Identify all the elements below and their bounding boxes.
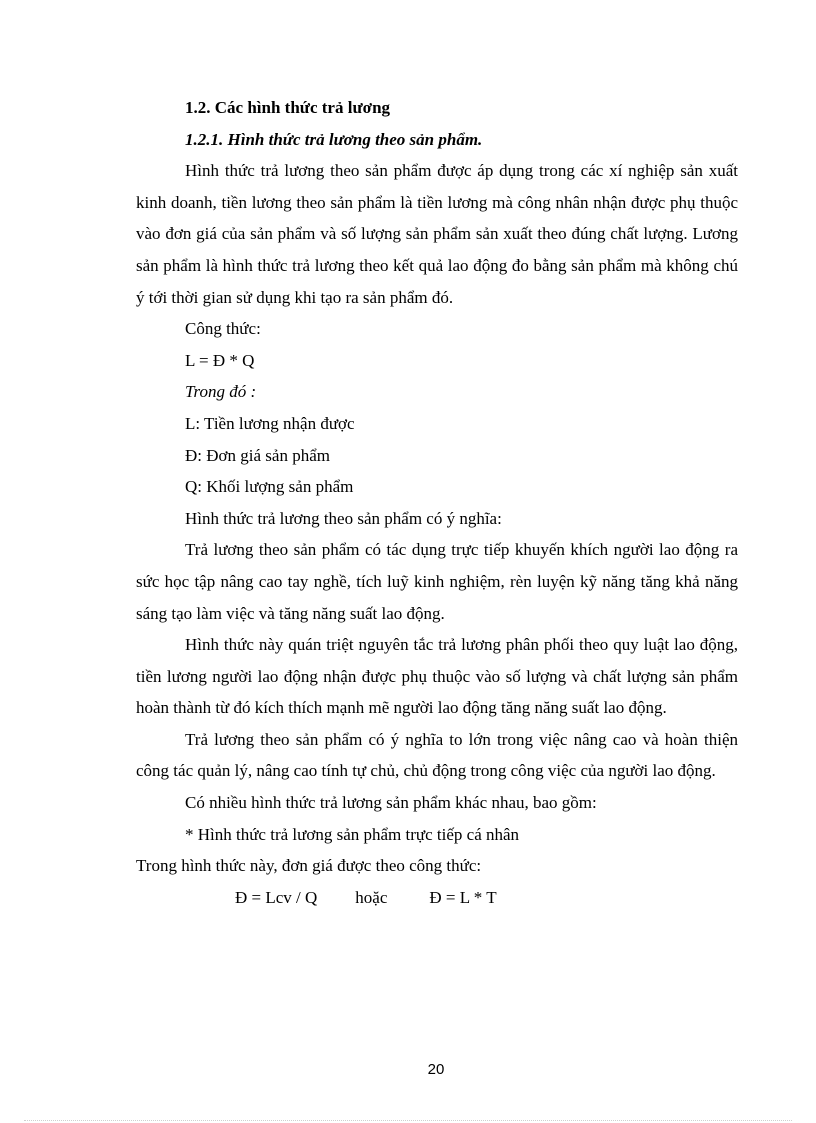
paragraph-principle: Hình thức này quán triệt nguyên tắc trả lương phân phối theo quy luật lao động, tiền lương người lao động nhận được phụ thuộc vào số lượng và chất lượng sản phẩm hoàn thành từ đó kích thích mạnh mẽ người lao động tăng năng suất lao động. xyxy=(136,635,738,718)
definition-l: L: Tiền lương nhận được xyxy=(185,413,355,433)
paragraph-management: Trả lương theo sản phẩm có ý nghĩa to lớn trong việc nâng cao và hoàn thiện công tác quản lý, nâng cao tính tự chủ, chủ động trong công việc của người lao động. xyxy=(136,729,738,781)
page-number: 20 xyxy=(427,1061,445,1078)
paragraph-intro: Hình thức trả lương theo sản phẩm được áp dụng trong các xí nghiệp sản xuất kinh doanh, tiền lương theo sản phẩm là tiền lương mà công nhân nhận được phụ thuộc vào đơn giá của sản phẩm và số lượng sản phẩm sản xuất theo đúng chất lượng. Lương sản phẩm là hình thức trả lương theo kết quả lao động đo bằng sản phẩm mà không chú ý tới thời gian sử dụng khi tạo ra sản phẩm đó. xyxy=(136,161,738,307)
bullet-direct-individual: * Hình thức trả lương sản phẩm trực tiếp cá nhân xyxy=(185,824,520,844)
meaning-intro: Hình thức trả lương theo sản phẩm có ý nghĩa: xyxy=(185,508,502,528)
formula-right: Đ = L * T xyxy=(429,887,497,907)
formula-left: Đ = Lcv / Q xyxy=(235,887,318,907)
paragraph-unit-price: Trong hình thức này, đơn giá được theo công thức: xyxy=(136,856,482,876)
section-heading: 1.2. Các hình thức trả lương xyxy=(185,98,391,117)
formula-unit-price xyxy=(136,882,738,914)
formula-label: Công thức: xyxy=(185,319,261,339)
formula-or: hoặc xyxy=(355,887,388,907)
definition-q: Q: Khối lượng sản phẩm xyxy=(185,477,354,497)
paragraph-motivation: Trả lương theo sản phẩm có tác dụng trực tiếp khuyến khích người lao động ra sức học tập nâng cao tay nghề, tích luỹ kinh nghiệm, rèn luyện kỹ năng tăng khả năng sáng tạo làm việc và tăng năng suất lao động. xyxy=(136,540,738,623)
definition-d: Đ: Đơn giá sản phẩm xyxy=(185,445,330,465)
document-body xyxy=(136,92,738,913)
footer-divider xyxy=(24,1120,792,1121)
formula-main: L = Đ * Q xyxy=(185,350,255,370)
subsection-heading: 1.2.1. Hình thức trả lương theo sản phẩm. xyxy=(185,129,483,149)
paragraph-types: Có nhiều hình thức trả lương sản phẩm khác nhau, bao gồm: xyxy=(185,793,597,813)
formula-where: Trong đó : xyxy=(185,382,257,402)
